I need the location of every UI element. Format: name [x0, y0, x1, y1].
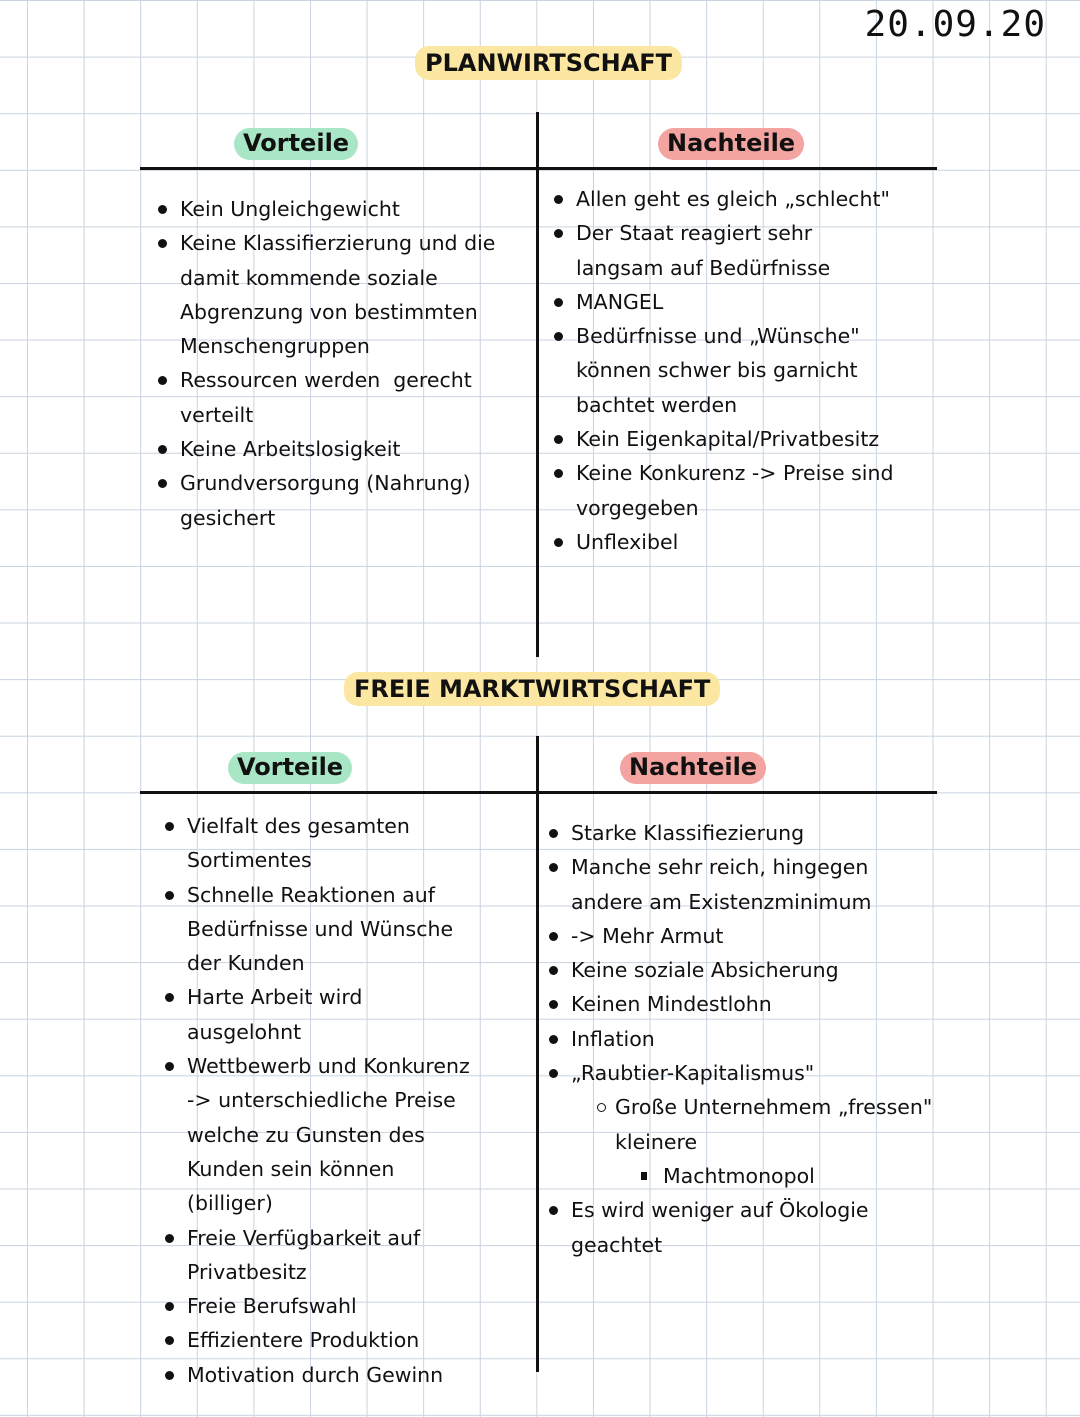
market-table-vline: [536, 736, 539, 1372]
market-con-item: -> Mehr Armut: [547, 919, 932, 953]
market-con-item: Keinen Mindestlohn: [547, 987, 932, 1021]
market-con-item: „Raubtier-Kapitalismus" Große Unternehmem „fressen" kleinere Machtmonopol: [547, 1056, 932, 1193]
market-con-item: Starke Klassifiezierung: [547, 816, 932, 850]
market-pro-item: Wettbewerb und Konkurenz -> unterschiedliche Preise welche zu Gunsten des Kunden sein können (billiger): [163, 1049, 470, 1220]
plan-pro-item: Kein Ungleichgewicht: [156, 192, 495, 226]
plan-con-item: Allen geht es gleich „schlecht": [552, 182, 893, 216]
market-con-subitem: Große Unternehmem „fressen" kleinere Machtmonopol: [595, 1090, 932, 1193]
plan-pro-item: Keine Arbeitslosigkeit: [156, 432, 495, 466]
plan-con-item: Kein Eigenkapital/Privatbesitz: [552, 422, 893, 456]
market-con-sublist: [547, 1090, 932, 1193]
market-con-item: Inflation: [547, 1022, 932, 1056]
plan-pro-item: Ressourcen werden gerecht verteilt: [156, 363, 495, 432]
market-pro-item: Motivation durch Gewinn: [163, 1358, 470, 1392]
market-con-subsubitem: Machtmonopol: [637, 1159, 932, 1193]
market-con-subsublist: [595, 1159, 932, 1193]
plan-table-vline: [536, 112, 539, 657]
plan-pros-list: [156, 192, 495, 535]
market-cons-label: Nachteile: [620, 752, 766, 784]
section-title-plan: PLANWIRTSCHAFT: [415, 46, 682, 80]
market-pro-item: Freie Verfügbarkeit auf Privatbesitz: [163, 1221, 470, 1290]
plan-con-item: Keine Konkurenz -> Preise sind vorgegeben: [552, 456, 893, 525]
plan-con-item: Bedürfnisse und „Wünsche" können schwer bis garnicht bachtet werden: [552, 319, 893, 422]
plan-con-item: Unflexibel: [552, 525, 893, 559]
plan-con-item: Der Staat reagiert sehr langsam auf Bedürfnisse: [552, 216, 893, 285]
plan-pros-label: Vorteile: [234, 128, 358, 160]
market-con-item: Keine soziale Absicherung: [547, 953, 932, 987]
section-title-market: FREIE MARKTWIRTSCHAFT: [344, 672, 720, 706]
plan-con-item: MANGEL: [552, 285, 893, 319]
market-pros-label: Vorteile: [228, 752, 352, 784]
plan-pro-item: Keine Klassifierzierung und die damit kommende soziale Abgrenzung von bestimmten Menschengruppen: [156, 226, 495, 363]
market-pro-item: Schnelle Reaktionen auf Bedürfnisse und Wünsche der Kunden: [163, 878, 470, 981]
market-pro-item: Harte Arbeit wird ausgelohnt: [163, 980, 470, 1049]
plan-pro-item: Grundversorgung (Nahrung) gesichert: [156, 466, 495, 535]
date: 20.09.20: [864, 4, 1046, 45]
market-pros-list: [163, 809, 470, 1392]
plan-cons-label: Nachteile: [658, 128, 804, 160]
market-pro-item: Effizientere Produktion: [163, 1323, 470, 1357]
market-cons-list: [547, 816, 932, 1262]
market-con-item: Manche sehr reich, hingegen andere am Existenzminimum: [547, 850, 932, 919]
market-con-item: Es wird weniger auf Ökologie geachtet: [547, 1193, 932, 1262]
plan-cons-list: [552, 182, 893, 559]
market-pro-item: Vielfalt des gesamten Sortimentes: [163, 809, 470, 878]
market-pro-item: Freie Berufswahl: [163, 1289, 470, 1323]
